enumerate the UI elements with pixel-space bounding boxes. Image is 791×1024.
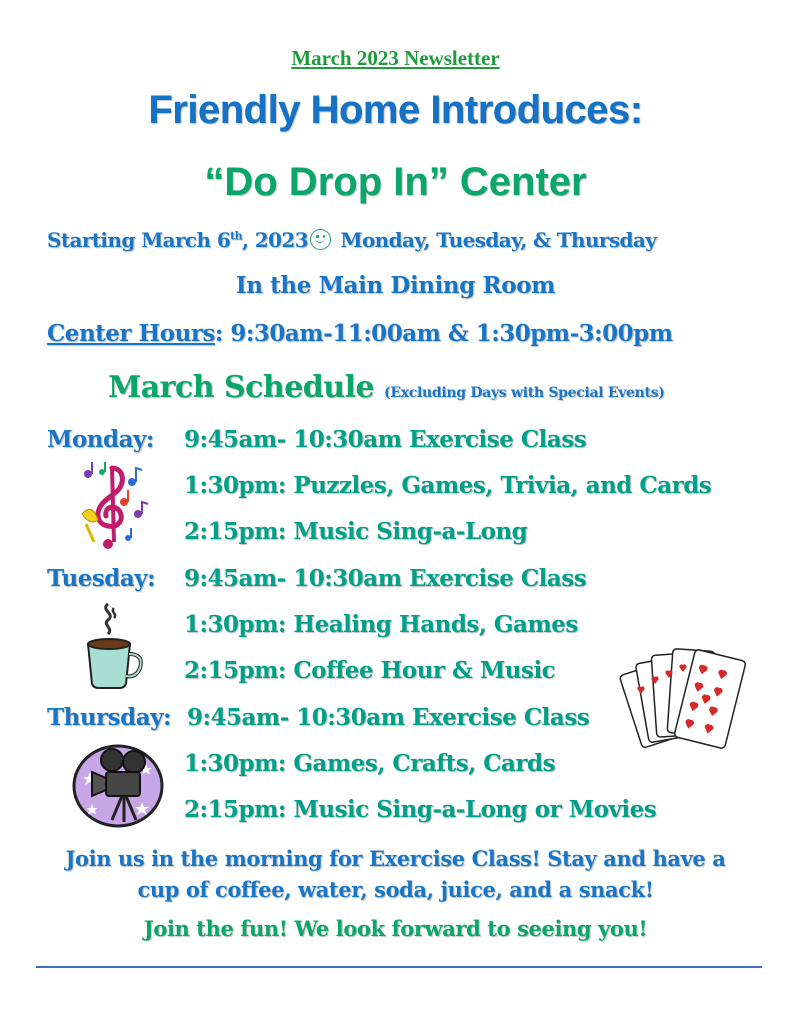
day-label-monday: Monday: [47,426,154,453]
bottom-divider [36,966,762,968]
footer-invite [0,843,791,905]
schedule-entry: 9:45am- 10:30am Exercise Class [184,426,587,453]
start-days: Monday, Tuesday, & Thursday [340,228,657,252]
schedule-entry: 2:15pm: Music Sing-a-Long or Movies [184,796,657,823]
start-date-year: , 2023 [242,228,309,252]
schedule-entry: 9:45am- 10:30am Exercise Class [184,565,587,592]
movie-camera-icon [72,742,168,830]
schedule-entry: 1:30pm: Puzzles, Games, Trivia, and Cards [184,472,712,499]
playing-cards-icon [624,640,746,758]
schedule-note: (Excluding Days with Special Events) [384,385,665,401]
schedule-entry: 1:30pm: Games, Crafts, Cards [184,750,556,777]
page-subtitle: “Do Drop In” Center [204,160,587,204]
day-label-tuesday: Tuesday: [47,565,156,592]
music-notes-icon [72,462,150,552]
schedule-entry: 9:45am- 10:30am Exercise Class [187,704,590,731]
day-label-thursday: Thursday: [47,704,171,731]
start-date-ordinal: th [230,229,243,243]
start-date-prefix: Starting March 6 [47,228,231,252]
schedule-heading [108,370,665,405]
schedule-entry: 2:15pm: Music Sing-a-Long [184,518,528,545]
center-hours-line [47,320,673,347]
location-line: In the Main Dining Room [235,272,556,299]
schedule-entry: 2:15pm: Coffee Hour & Music [184,657,556,684]
schedule-title: March Schedule [108,370,375,405]
center-hours-label: Center Hours [47,320,215,347]
footer-invite-text: Join us in the morning for Exercise Class! Stay and have a cup of coffee, water, soda, juice, and a snack! [65,846,726,902]
coffee-cup-icon [80,600,146,692]
center-hours-value: : 9:30am-11:00am & 1:30pm-3:00pm [214,320,673,347]
schedule-entry: 1:30pm: Healing Hands, Games [184,611,578,638]
newsletter-label: March 2023 Newsletter [291,46,500,70]
start-date-line [47,228,656,252]
footer-closing: Join the fun! We look forward to seeing you! [143,916,648,941]
smiley-icon [310,229,331,250]
page-title: Friendly Home Introduces: [0,88,791,133]
